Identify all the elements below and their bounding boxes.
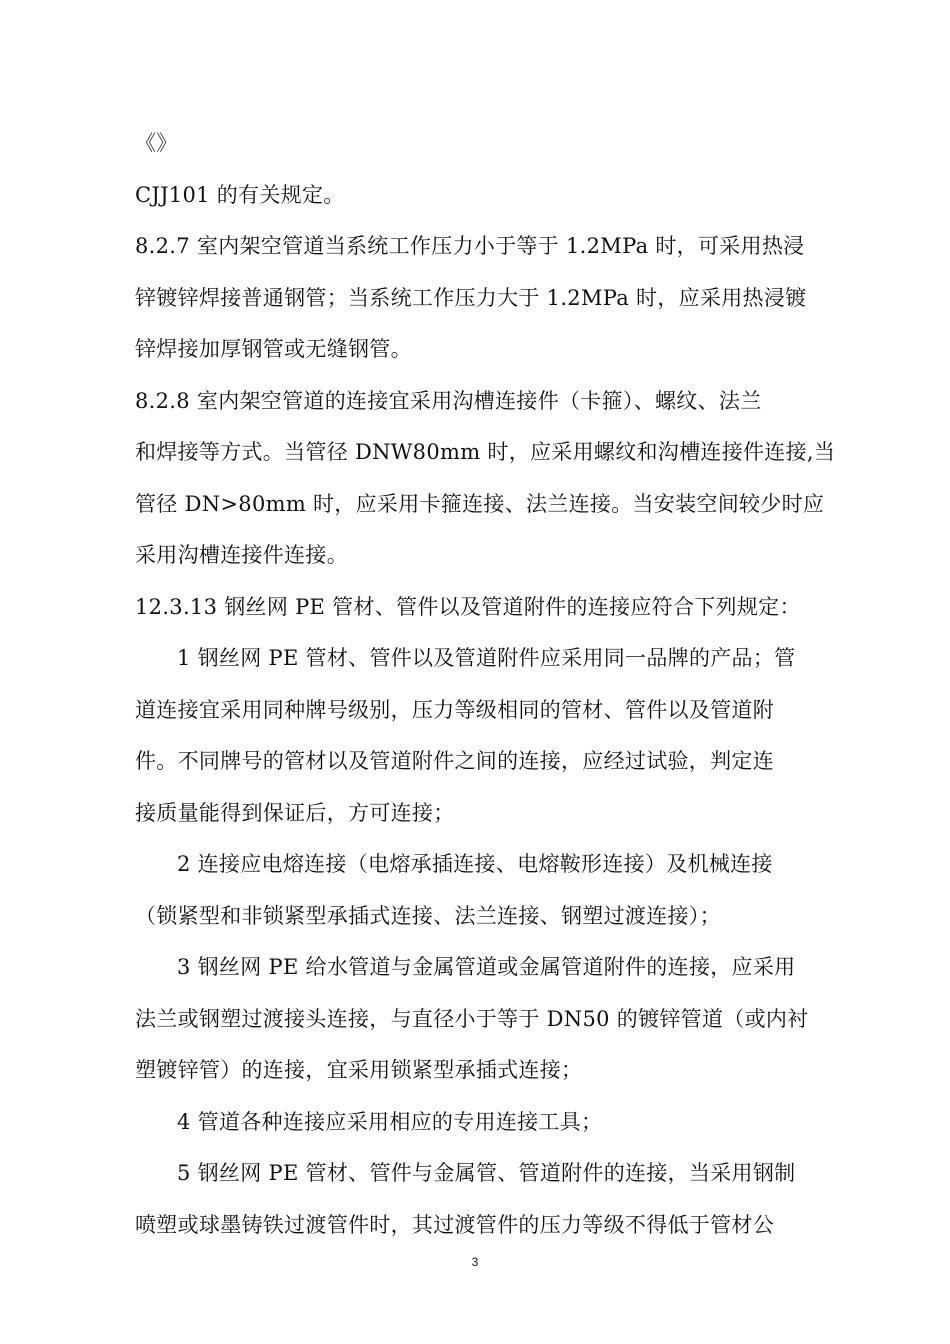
clause-8-2-8: 8.2.8 室内架空管道的连接宜采用沟槽连接件（卡箍）、螺纹、法兰 (135, 388, 762, 413)
page-number: 3 (471, 1255, 479, 1269)
text-line: 《》 (135, 131, 178, 155)
text-line: 锌镀锌焊接普通钢管；当系统工作压力大于 1.2MPa 时，应采用热浸镀 (135, 285, 807, 310)
text-line: 法兰或钢塑过渡接头连接，与直径小于等于 DN50 的镀锌管道（或内衬 (135, 1006, 809, 1031)
text-line: CJJ101 的有关规定。 (135, 182, 345, 207)
body-text (135, 118, 835, 1251)
text-line: 喷塑或球墨铸铁过渡管件时，其过渡管件的压力等级不得低于管材公 (135, 1212, 774, 1237)
list-item-3: 3 钢丝网 PE 给水管道与金属管道或金属管道附件的连接，应采用 (177, 955, 796, 979)
text-line: 接质量能得到保证后，方可连接； (135, 800, 455, 825)
text-line: 锌焊接加厚钢管或无缝钢管。 (135, 337, 412, 361)
list-item-1: 1 钢丝网 PE 管材、管件以及管道附件应采用同一品牌的产品；管 (177, 646, 796, 670)
text-line: 和焊接等方式。当管径 DNW80mm 时，应采用螺纹和沟槽连接件连接,当 (135, 440, 836, 464)
list-item-5: 5 钢丝网 PE 管材、管件与金属管、管道附件的连接，当采用钢制 (177, 1161, 796, 1185)
clause-12-3-13: 12.3.13 钢丝网 PE 管材、管件以及管道附件的连接应符合下列规定： (135, 594, 801, 619)
clause-8-2-7: 8.2.7 室内架空管道当系统工作压力小于等于 1.2MPa 时，可采用热浸 (135, 234, 805, 258)
text-line: 道连接宜采用同种牌号级别，压力等级相同的管材、管件以及管道附 (135, 697, 774, 722)
text-line: （锁紧型和非锁紧型承插式连接、法兰连接、钢塑过渡连接）； (135, 903, 721, 928)
text-line: 塑镀锌管）的连接，宜采用锁紧型承插式连接； (135, 1058, 583, 1082)
text-line: 件。不同牌号的管材以及管道附件之间的连接，应经过试验，判定连 (135, 749, 774, 773)
text-line: 采用沟槽连接件连接。 (135, 543, 348, 567)
list-item-2: 2 连接应电熔连接（电熔承插连接、电熔鞍形连接）及机械连接 (177, 852, 773, 876)
text-line: 管径 DN>80mm 时，应采用卡箍连接、法兰连接。当安装空间较少时应 (135, 491, 825, 516)
list-item-4: 4 管道各种连接应采用相应的专用连接工具； (177, 1109, 603, 1134)
